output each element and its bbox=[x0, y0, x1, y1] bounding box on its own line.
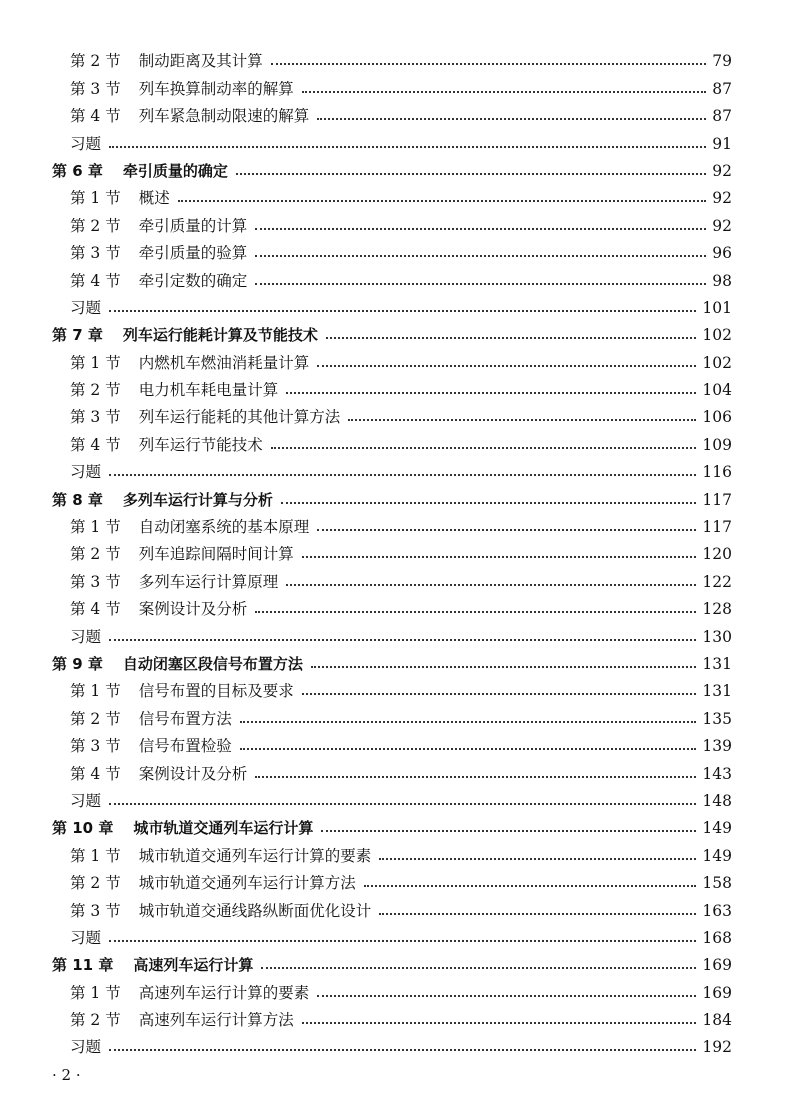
exercise-title: 习题 bbox=[70, 134, 102, 153]
section-number: 第 3 节 bbox=[70, 79, 121, 98]
toc-entry-exercise[interactable] bbox=[52, 126, 732, 153]
toc-entry-label bbox=[70, 736, 232, 756]
dot-leader bbox=[326, 337, 697, 339]
page-number: 101 bbox=[702, 298, 732, 317]
dot-leader bbox=[271, 447, 697, 449]
dot-leader bbox=[255, 283, 706, 285]
section-number: 第 1 节 bbox=[70, 518, 121, 537]
toc-entry-section[interactable] bbox=[52, 510, 732, 537]
page-number: 184 bbox=[702, 1011, 732, 1030]
toc-entry-section[interactable] bbox=[52, 236, 732, 263]
dot-leader bbox=[109, 146, 706, 148]
section-number: 第 2 节 bbox=[70, 545, 121, 564]
toc-entry-label bbox=[70, 462, 101, 482]
page-number: 158 bbox=[702, 874, 732, 893]
page-number: 192 bbox=[702, 1038, 732, 1057]
page-number: 149 bbox=[702, 846, 732, 865]
toc-entry-label bbox=[70, 271, 247, 291]
dot-leader bbox=[261, 967, 696, 969]
toc-entry-exercise[interactable] bbox=[52, 921, 732, 948]
dot-leader bbox=[302, 693, 697, 695]
toc-entry-label bbox=[70, 928, 101, 948]
page-number: 102 bbox=[702, 326, 732, 345]
section-number: 第 4 节 bbox=[70, 435, 121, 454]
toc-entry-label bbox=[70, 681, 294, 701]
chapter-number: 第 11 章 bbox=[52, 956, 114, 975]
section-title: 电力机车耗电量计算 bbox=[138, 381, 279, 400]
dot-leader bbox=[236, 173, 706, 175]
toc-entry-section[interactable] bbox=[52, 427, 732, 454]
toc-entry-label bbox=[70, 1010, 294, 1030]
page-number: 130 bbox=[702, 627, 732, 646]
dot-leader bbox=[302, 556, 697, 558]
section-title: 城市轨道交通列车运行计算方法 bbox=[138, 874, 356, 893]
dot-leader bbox=[109, 310, 696, 312]
toc-entry-exercise[interactable] bbox=[52, 619, 732, 646]
toc-entry-label bbox=[70, 517, 309, 537]
section-title: 内燃机车燃油消耗量计算 bbox=[138, 353, 310, 372]
section-title: 列车追踪间隔时间计算 bbox=[138, 545, 294, 564]
toc-entry-label bbox=[70, 846, 371, 866]
dot-leader bbox=[379, 858, 696, 860]
toc-entry-section[interactable] bbox=[52, 756, 732, 783]
toc-entry-exercise[interactable] bbox=[52, 291, 732, 318]
chapter-title: 牵引质量的确定 bbox=[122, 161, 228, 180]
toc-entry-label bbox=[70, 216, 247, 236]
section-number: 第 3 节 bbox=[70, 244, 121, 263]
section-title: 案例设计及分析 bbox=[138, 764, 248, 783]
page-number: 131 bbox=[702, 682, 732, 701]
chapter-title: 高速列车运行计算 bbox=[133, 956, 254, 975]
chapter-title: 多列车运行计算与分析 bbox=[122, 490, 273, 509]
toc-entry-label bbox=[70, 243, 247, 263]
dot-leader bbox=[271, 63, 707, 65]
dot-leader bbox=[255, 255, 706, 257]
toc-entry-exercise[interactable] bbox=[52, 1030, 732, 1057]
page-number: 135 bbox=[702, 709, 732, 728]
page-number: 96 bbox=[712, 244, 732, 263]
toc-entry-label bbox=[70, 353, 309, 373]
section-number: 第 1 节 bbox=[70, 846, 121, 865]
toc-entry-label bbox=[52, 955, 253, 975]
section-number: 第 3 节 bbox=[70, 901, 121, 920]
section-number: 第 3 节 bbox=[70, 572, 121, 591]
chapter-title: 城市轨道交通列车运行计算 bbox=[133, 819, 314, 838]
toc-entry-label bbox=[70, 627, 101, 647]
toc-entry-section[interactable] bbox=[52, 345, 732, 372]
toc-entry-label bbox=[70, 188, 170, 208]
section-number: 第 4 节 bbox=[70, 107, 121, 126]
section-title: 多列车运行计算原理 bbox=[138, 572, 279, 591]
section-number: 第 2 节 bbox=[70, 874, 121, 893]
toc-entry-section[interactable] bbox=[52, 838, 732, 865]
dot-leader bbox=[109, 474, 696, 476]
page-number: 148 bbox=[702, 791, 732, 810]
exercise-title: 习题 bbox=[70, 1038, 102, 1057]
toc-entry-section[interactable] bbox=[52, 564, 732, 591]
exercise-title: 习题 bbox=[70, 928, 102, 947]
exercise-title: 习题 bbox=[70, 298, 102, 317]
section-number: 第 2 节 bbox=[70, 709, 121, 728]
page-number: 169 bbox=[702, 956, 732, 975]
toc-entry-section[interactable] bbox=[52, 208, 732, 235]
toc-entry-label bbox=[70, 298, 101, 318]
toc-entry-chapter[interactable] bbox=[52, 647, 732, 674]
section-title: 信号布置检验 bbox=[138, 737, 232, 756]
toc-entry-section[interactable] bbox=[52, 729, 732, 756]
section-number: 第 1 节 bbox=[70, 682, 121, 701]
toc-entry-section[interactable] bbox=[52, 592, 732, 619]
page-number: 163 bbox=[702, 901, 732, 920]
page-number: 98 bbox=[712, 271, 732, 290]
toc-entry-chapter[interactable] bbox=[52, 482, 732, 509]
section-title: 概述 bbox=[138, 189, 170, 208]
dot-leader bbox=[302, 91, 707, 93]
dot-leader bbox=[109, 1049, 696, 1051]
toc-entry-section[interactable] bbox=[52, 975, 732, 1002]
toc-entry-exercise[interactable] bbox=[52, 455, 732, 482]
toc-entry-exercise[interactable] bbox=[52, 784, 732, 811]
chapter-title: 列车运行能耗计算及节能技术 bbox=[122, 326, 318, 345]
section-title: 高速列车运行计算方法 bbox=[138, 1011, 294, 1030]
dot-leader bbox=[281, 502, 697, 504]
page-number: 143 bbox=[702, 764, 732, 783]
page-number: 102 bbox=[702, 353, 732, 372]
dot-leader bbox=[364, 885, 697, 887]
toc-entry-section[interactable] bbox=[52, 537, 732, 564]
toc-entry-label bbox=[70, 901, 371, 921]
toc-entry-label bbox=[70, 79, 294, 99]
section-title: 牵引质量的验算 bbox=[138, 244, 248, 263]
page-number: 92 bbox=[712, 161, 732, 180]
dot-leader bbox=[317, 529, 696, 531]
section-title: 列车运行节能技术 bbox=[138, 435, 263, 454]
section-title: 制动距离及其计算 bbox=[138, 52, 263, 71]
toc-entry-label bbox=[70, 983, 309, 1003]
page-number: 106 bbox=[702, 408, 732, 427]
section-number: 第 1 节 bbox=[70, 983, 121, 1002]
toc-entry-chapter[interactable] bbox=[52, 318, 732, 345]
section-number: 第 4 节 bbox=[70, 764, 121, 783]
dot-leader bbox=[317, 995, 696, 997]
toc-entry-section[interactable] bbox=[52, 44, 732, 71]
toc-entry-section[interactable] bbox=[52, 99, 732, 126]
toc-entry-section[interactable] bbox=[52, 373, 732, 400]
dot-leader bbox=[348, 419, 696, 421]
dot-leader bbox=[311, 666, 697, 668]
section-title: 牵引定数的确定 bbox=[138, 271, 248, 290]
chapter-number: 第 6 章 bbox=[52, 161, 103, 180]
exercise-title: 习题 bbox=[70, 627, 102, 646]
dot-leader bbox=[321, 830, 696, 832]
toc-entry-label bbox=[70, 407, 340, 427]
page-number: 122 bbox=[702, 572, 732, 591]
dot-leader bbox=[240, 721, 697, 723]
toc-entry-label bbox=[52, 654, 303, 674]
dot-leader bbox=[255, 611, 696, 613]
page-number: 128 bbox=[702, 600, 732, 619]
page-number: 117 bbox=[702, 490, 732, 509]
page-number: 131 bbox=[702, 654, 732, 673]
section-title: 高速列车运行计算的要素 bbox=[138, 983, 310, 1002]
toc-entry-section[interactable] bbox=[52, 674, 732, 701]
dot-leader bbox=[178, 200, 707, 202]
dot-leader bbox=[286, 392, 696, 394]
section-number: 第 3 节 bbox=[70, 737, 121, 756]
toc-entry-chapter[interactable] bbox=[52, 811, 732, 838]
page-number: 120 bbox=[702, 545, 732, 564]
dot-leader bbox=[317, 365, 696, 367]
table-of-contents bbox=[52, 44, 732, 1057]
section-number: 第 4 节 bbox=[70, 600, 121, 619]
chapter-number: 第 7 章 bbox=[52, 326, 103, 345]
page-number: 139 bbox=[702, 737, 732, 756]
toc-entry-label bbox=[70, 435, 263, 455]
toc-entry-label bbox=[52, 818, 313, 838]
page-number: 87 bbox=[712, 79, 732, 98]
dot-leader bbox=[255, 776, 696, 778]
toc-entry-label bbox=[70, 106, 309, 126]
toc-entry-label bbox=[70, 873, 356, 893]
dot-leader bbox=[109, 803, 696, 805]
page-number: 92 bbox=[712, 189, 732, 208]
page-number: 116 bbox=[702, 463, 732, 482]
page-number: 149 bbox=[702, 819, 732, 838]
exercise-title: 习题 bbox=[70, 791, 102, 810]
section-number: 第 2 节 bbox=[70, 1011, 121, 1030]
page-number: 91 bbox=[712, 134, 732, 153]
toc-entry-label bbox=[70, 380, 278, 400]
section-title: 信号布置方法 bbox=[138, 709, 232, 728]
toc-entry-section[interactable] bbox=[52, 866, 732, 893]
toc-entry-chapter[interactable] bbox=[52, 948, 732, 975]
toc-entry-chapter[interactable] bbox=[52, 154, 732, 181]
section-title: 列车换算制动率的解算 bbox=[138, 79, 294, 98]
dot-leader bbox=[302, 1022, 697, 1024]
toc-entry-section[interactable] bbox=[52, 701, 732, 728]
toc-entry-section[interactable] bbox=[52, 893, 732, 920]
section-title: 案例设计及分析 bbox=[138, 600, 248, 619]
section-title: 牵引质量的计算 bbox=[138, 216, 248, 235]
page-number: 109 bbox=[702, 435, 732, 454]
chapter-number: 第 9 章 bbox=[52, 654, 103, 673]
section-number: 第 4 节 bbox=[70, 271, 121, 290]
section-number: 第 2 节 bbox=[70, 381, 121, 400]
exercise-title: 习题 bbox=[70, 463, 102, 482]
toc-entry-label bbox=[52, 161, 228, 181]
page-number: 87 bbox=[712, 107, 732, 126]
chapter-title: 自动闭塞区段信号布置方法 bbox=[122, 654, 303, 673]
toc-entry-label bbox=[52, 325, 318, 345]
toc-entry-label bbox=[70, 791, 101, 811]
section-title: 列车运行能耗的其他计算方法 bbox=[138, 408, 341, 427]
chapter-number: 第 8 章 bbox=[52, 490, 103, 509]
page-number: 169 bbox=[702, 983, 732, 1002]
dot-leader bbox=[240, 748, 697, 750]
dot-leader bbox=[255, 228, 706, 230]
section-title: 自动闭塞系统的基本原理 bbox=[138, 518, 310, 537]
toc-entry-label bbox=[70, 544, 294, 564]
toc-entry-label bbox=[70, 764, 247, 784]
section-number: 第 1 节 bbox=[70, 353, 121, 372]
page-number-footer: · 2 · bbox=[52, 1066, 81, 1084]
page-number: 104 bbox=[702, 381, 732, 400]
section-title: 列车紧急制动限速的解算 bbox=[138, 107, 310, 126]
section-number: 第 1 节 bbox=[70, 189, 121, 208]
page-number: 168 bbox=[702, 928, 732, 947]
section-title: 城市轨道交通线路纵断面优化设计 bbox=[138, 901, 372, 920]
dot-leader bbox=[317, 118, 706, 120]
section-number: 第 2 节 bbox=[70, 216, 121, 235]
dot-leader bbox=[109, 639, 696, 641]
chapter-number: 第 10 章 bbox=[52, 819, 114, 838]
toc-entry-section[interactable] bbox=[52, 71, 732, 98]
section-number: 第 2 节 bbox=[70, 52, 121, 71]
dot-leader bbox=[286, 584, 696, 586]
section-number: 第 3 节 bbox=[70, 408, 121, 427]
section-title: 信号布置的目标及要求 bbox=[138, 682, 294, 701]
dot-leader bbox=[379, 913, 696, 915]
section-title: 城市轨道交通列车运行计算的要素 bbox=[138, 846, 372, 865]
toc-entry-label bbox=[52, 490, 273, 510]
page-number: 92 bbox=[712, 216, 732, 235]
dot-leader bbox=[109, 940, 696, 942]
toc-entry-label bbox=[70, 599, 247, 619]
page-number: 79 bbox=[712, 52, 732, 71]
toc-entry-section[interactable] bbox=[52, 400, 732, 427]
toc-entry-section[interactable] bbox=[52, 1003, 732, 1030]
toc-entry-label bbox=[70, 134, 101, 154]
toc-entry-label bbox=[70, 51, 263, 71]
toc-entry-label bbox=[70, 1037, 101, 1057]
toc-entry-label bbox=[70, 572, 278, 592]
page-number: 117 bbox=[702, 518, 732, 537]
toc-entry-section[interactable] bbox=[52, 181, 732, 208]
toc-entry-section[interactable] bbox=[52, 263, 732, 290]
toc-entry-label bbox=[70, 709, 232, 729]
